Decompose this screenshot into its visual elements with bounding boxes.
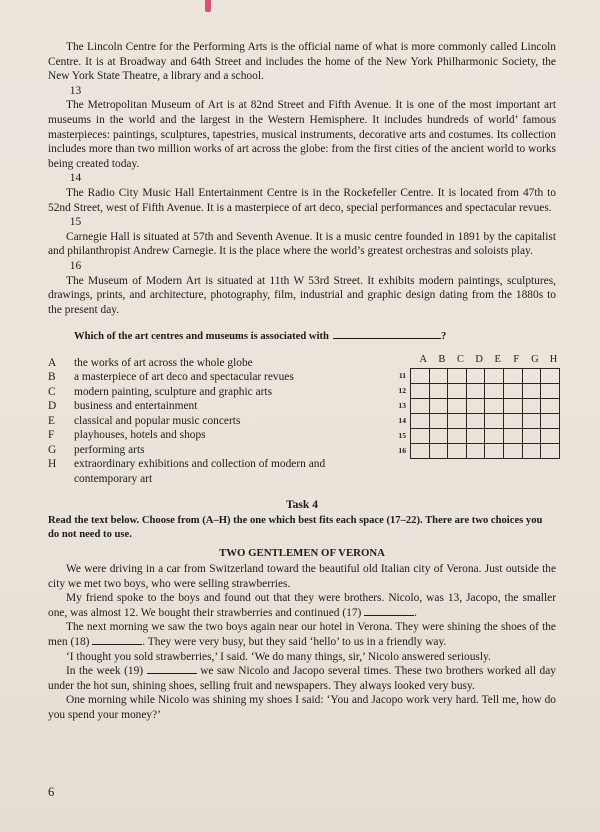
answer-cell[interactable] (429, 398, 448, 413)
page-content (48, 40, 556, 723)
answer-cell[interactable] (522, 383, 541, 398)
option-text: business and entertainment (74, 400, 198, 413)
answer-cell[interactable] (541, 368, 560, 383)
option-letter: H (48, 458, 57, 471)
answer-cell[interactable] (522, 413, 541, 428)
grid-col-a: A (419, 353, 428, 365)
answer-grid-cells (410, 368, 560, 459)
option-text: a masterpiece of art deco and spectacular revues (74, 371, 294, 384)
page-edge-mark (205, 0, 211, 12)
grid-column-headers (414, 354, 563, 366)
section-number-13: 13 (69, 84, 82, 97)
answer-cell[interactable] (541, 383, 560, 398)
answer-cell[interactable] (541, 413, 560, 428)
story-title: TWO GENTLEMEN OF VERONA (219, 547, 385, 560)
answer-cell[interactable] (411, 428, 430, 443)
option-f (48, 428, 378, 443)
option-c (48, 385, 378, 400)
answer-cell[interactable] (429, 368, 448, 383)
option-letter: E (48, 414, 55, 427)
answer-cell[interactable] (448, 368, 467, 383)
carnegie-hall-paragraph: Carnegie Hall is situated at 57th and Seventh Avenue. It is a music centre founded in 1891 by the capitalist and philanthropist Andrew Carnegie. It is the place where the world’s greatest orchestras and soloists play. (48, 230, 556, 258)
option-text: performing arts (74, 443, 145, 456)
section-number-15: 15 (69, 216, 82, 229)
answer-cell[interactable] (411, 383, 430, 398)
gap-17-blank (364, 606, 414, 616)
answer-cell[interactable] (522, 368, 541, 383)
answer-cell[interactable] (541, 428, 560, 443)
option-letter: F (48, 429, 55, 442)
matching-section (48, 354, 556, 494)
grid-body (386, 368, 563, 459)
option-h (48, 457, 378, 486)
answer-cell[interactable] (466, 443, 485, 458)
answer-cell[interactable] (466, 428, 485, 443)
story-text: . (414, 606, 418, 619)
question-mark: ? (440, 331, 447, 343)
answer-cell[interactable] (485, 413, 504, 428)
option-g (48, 443, 378, 458)
answer-cell[interactable] (429, 428, 448, 443)
page-number: 6 (48, 785, 55, 799)
options-list (48, 356, 378, 487)
option-text: extraordinary exhibitions and collection of modern and contemporary art (74, 458, 326, 485)
answer-cell[interactable] (448, 383, 467, 398)
grid-row-12: 12 (398, 385, 406, 395)
grid-col-f: F (513, 353, 520, 365)
task-heading: Task 4 (285, 497, 319, 511)
answer-cell[interactable] (485, 368, 504, 383)
grid-col-b: B (438, 353, 446, 365)
answer-cell[interactable] (541, 398, 560, 413)
answer-cell[interactable] (522, 398, 541, 413)
answer-cell[interactable] (485, 428, 504, 443)
answer-cell[interactable] (466, 368, 485, 383)
option-d (48, 399, 378, 414)
grid-row-11: 11 (398, 370, 406, 380)
metropolitan-museum-paragraph: The Metropolitan Museum of Art is at 82nd Street and Fifth Avenue. It is one of the most important art museums in the world and the largest in the Western Hemisphere. It includes hundreds of world’ famous masterpieces: paintings, sculptures, tapestries, musical instruments, decorative arts and costumes. Its collection includes more than two million works of art across the globe: from the first cities of the ancient world to works being created today. (48, 99, 556, 170)
answer-cell[interactable] (429, 443, 448, 458)
grid-cell-row (411, 443, 560, 458)
option-text: classical and popular music concerts (74, 414, 241, 427)
grid-col-e: E (494, 353, 501, 365)
story-paragraph-2 (48, 591, 556, 620)
story-paragraph-5 (48, 664, 556, 693)
answer-cell[interactable] (466, 413, 485, 428)
grid-col-c: C (457, 353, 464, 365)
answer-grid (386, 354, 563, 459)
option-letter: C (48, 385, 56, 398)
answer-cell[interactable] (448, 413, 467, 428)
option-letter: G (48, 443, 57, 456)
story-text: The next morning we saw the two boys again near our hotel in Verona. They were shining the shoes of the men (18) (48, 621, 556, 649)
option-b (48, 370, 378, 385)
section-number-14: 14 (69, 172, 82, 185)
answer-cell[interactable] (448, 398, 467, 413)
matching-question (74, 329, 556, 345)
grid-row-14: 14 (398, 415, 406, 425)
answer-cell[interactable] (485, 398, 504, 413)
answer-cell[interactable] (466, 383, 485, 398)
gap-18-blank (92, 635, 142, 645)
answer-cell[interactable] (411, 368, 430, 383)
answer-cell[interactable] (503, 383, 522, 398)
grid-cell-row (411, 413, 560, 428)
answer-cell[interactable] (485, 383, 504, 398)
story-text: . They were very busy, but they said ‘hello’ to us in a friendly way. (142, 636, 447, 649)
question-blank (333, 329, 441, 339)
option-a (48, 356, 378, 371)
section-number-16: 16 (69, 259, 82, 272)
grid-cell-row (411, 398, 560, 413)
answer-cell[interactable] (429, 383, 448, 398)
grid-col-h: H (549, 353, 558, 365)
grid-row-13: 13 (398, 400, 406, 410)
grid-row-16: 16 (398, 445, 406, 455)
answer-cell[interactable] (411, 413, 430, 428)
story-text: we saw Nicolo and Jacopo several times. These two brothers worked all day under the hot sun, shining shoes, selling fruit and newspapers. They always looked very busy. (48, 665, 557, 692)
grid-col-d: D (475, 353, 483, 365)
answer-cell[interactable] (448, 443, 467, 458)
radio-city-paragraph: The Radio City Music Hall Entertainment Centre is in the Rockefeller Centre. It is located from 47th to 52nd Street, west of Fifth Avenue. It is a masterpiece of art deco, special performances and spectacular revues. (48, 186, 556, 214)
answer-cell[interactable] (466, 398, 485, 413)
story-paragraph-1: We were driving in a car from Switzerland toward the beautiful old Italian city of Verona. Just outside the city we met two boys, who were selling strawberries. (48, 563, 556, 590)
answer-cell[interactable] (411, 443, 430, 458)
museum-modern-art-paragraph: The Museum of Modern Art is situated at 11th W 53rd Street. It exhibits modern paintings, sculptures, drawings, prints, and architecture, photography, film, industrial and graphic design dating from the 1880s to the present day. (48, 274, 556, 316)
story-paragraph-4: ‘I thought you sold strawberries,’ I said. ‘We do many things, sir,’ Nicolo answered seriously. (66, 650, 491, 663)
answer-cell[interactable] (522, 428, 541, 443)
story-paragraph-3 (48, 620, 556, 649)
answer-cell[interactable] (503, 398, 522, 413)
option-e (48, 414, 378, 429)
option-letter: A (48, 356, 57, 369)
answer-cell[interactable] (541, 443, 560, 458)
option-text: modern painting, sculpture and graphic arts (74, 385, 273, 398)
grid-row-labels (386, 368, 410, 459)
grid-cell-row (411, 383, 560, 398)
task-instruction: Read the text below. Choose from (A–H) the one which best fits each space (17–22). There are two choices you do not need to use. (48, 515, 543, 540)
story-paragraph-6: One morning while Nicolo was shining my shoes I said: ‘You and Jacopo work very hard. Tell me, how do you spend your money?’ (48, 694, 556, 721)
answer-cell[interactable] (411, 398, 430, 413)
answer-cell[interactable] (429, 413, 448, 428)
grid-row-15: 15 (398, 430, 406, 440)
story-text: My friend spoke to the boys and found out that they were brothers. Nicolo, was 13, Jacopo, the smaller one, was almost 12. We bought their strawberries and continued (17) (48, 592, 556, 619)
option-letter: D (48, 400, 57, 413)
answer-cell[interactable] (485, 443, 504, 458)
story-text: In the week (19) (66, 665, 144, 678)
question-text: Which of the art centres and museums is associated with (74, 331, 329, 343)
grid-cell-row (411, 428, 560, 443)
gap-19-blank (147, 664, 197, 674)
answer-cell[interactable] (522, 443, 541, 458)
answer-cell[interactable] (503, 368, 522, 383)
lincoln-centre-paragraph: The Lincoln Centre for the Performing Arts is the official name of what is more commonly called Lincoln Centre. It is at Broadway and 64th Street and includes the home of the New York Philharmonic Society, the New York State Theatre, a library and a school. (48, 41, 556, 83)
grid-cell-row (411, 368, 560, 383)
option-text: the works of art across the whole globe (74, 356, 253, 369)
grid-col-g: G (531, 353, 539, 365)
answer-cell[interactable] (503, 428, 522, 443)
answer-cell[interactable] (448, 428, 467, 443)
option-letter: B (48, 371, 56, 384)
option-text: playhouses, hotels and shops (74, 429, 206, 442)
answer-cell[interactable] (503, 413, 522, 428)
answer-cell[interactable] (503, 443, 522, 458)
